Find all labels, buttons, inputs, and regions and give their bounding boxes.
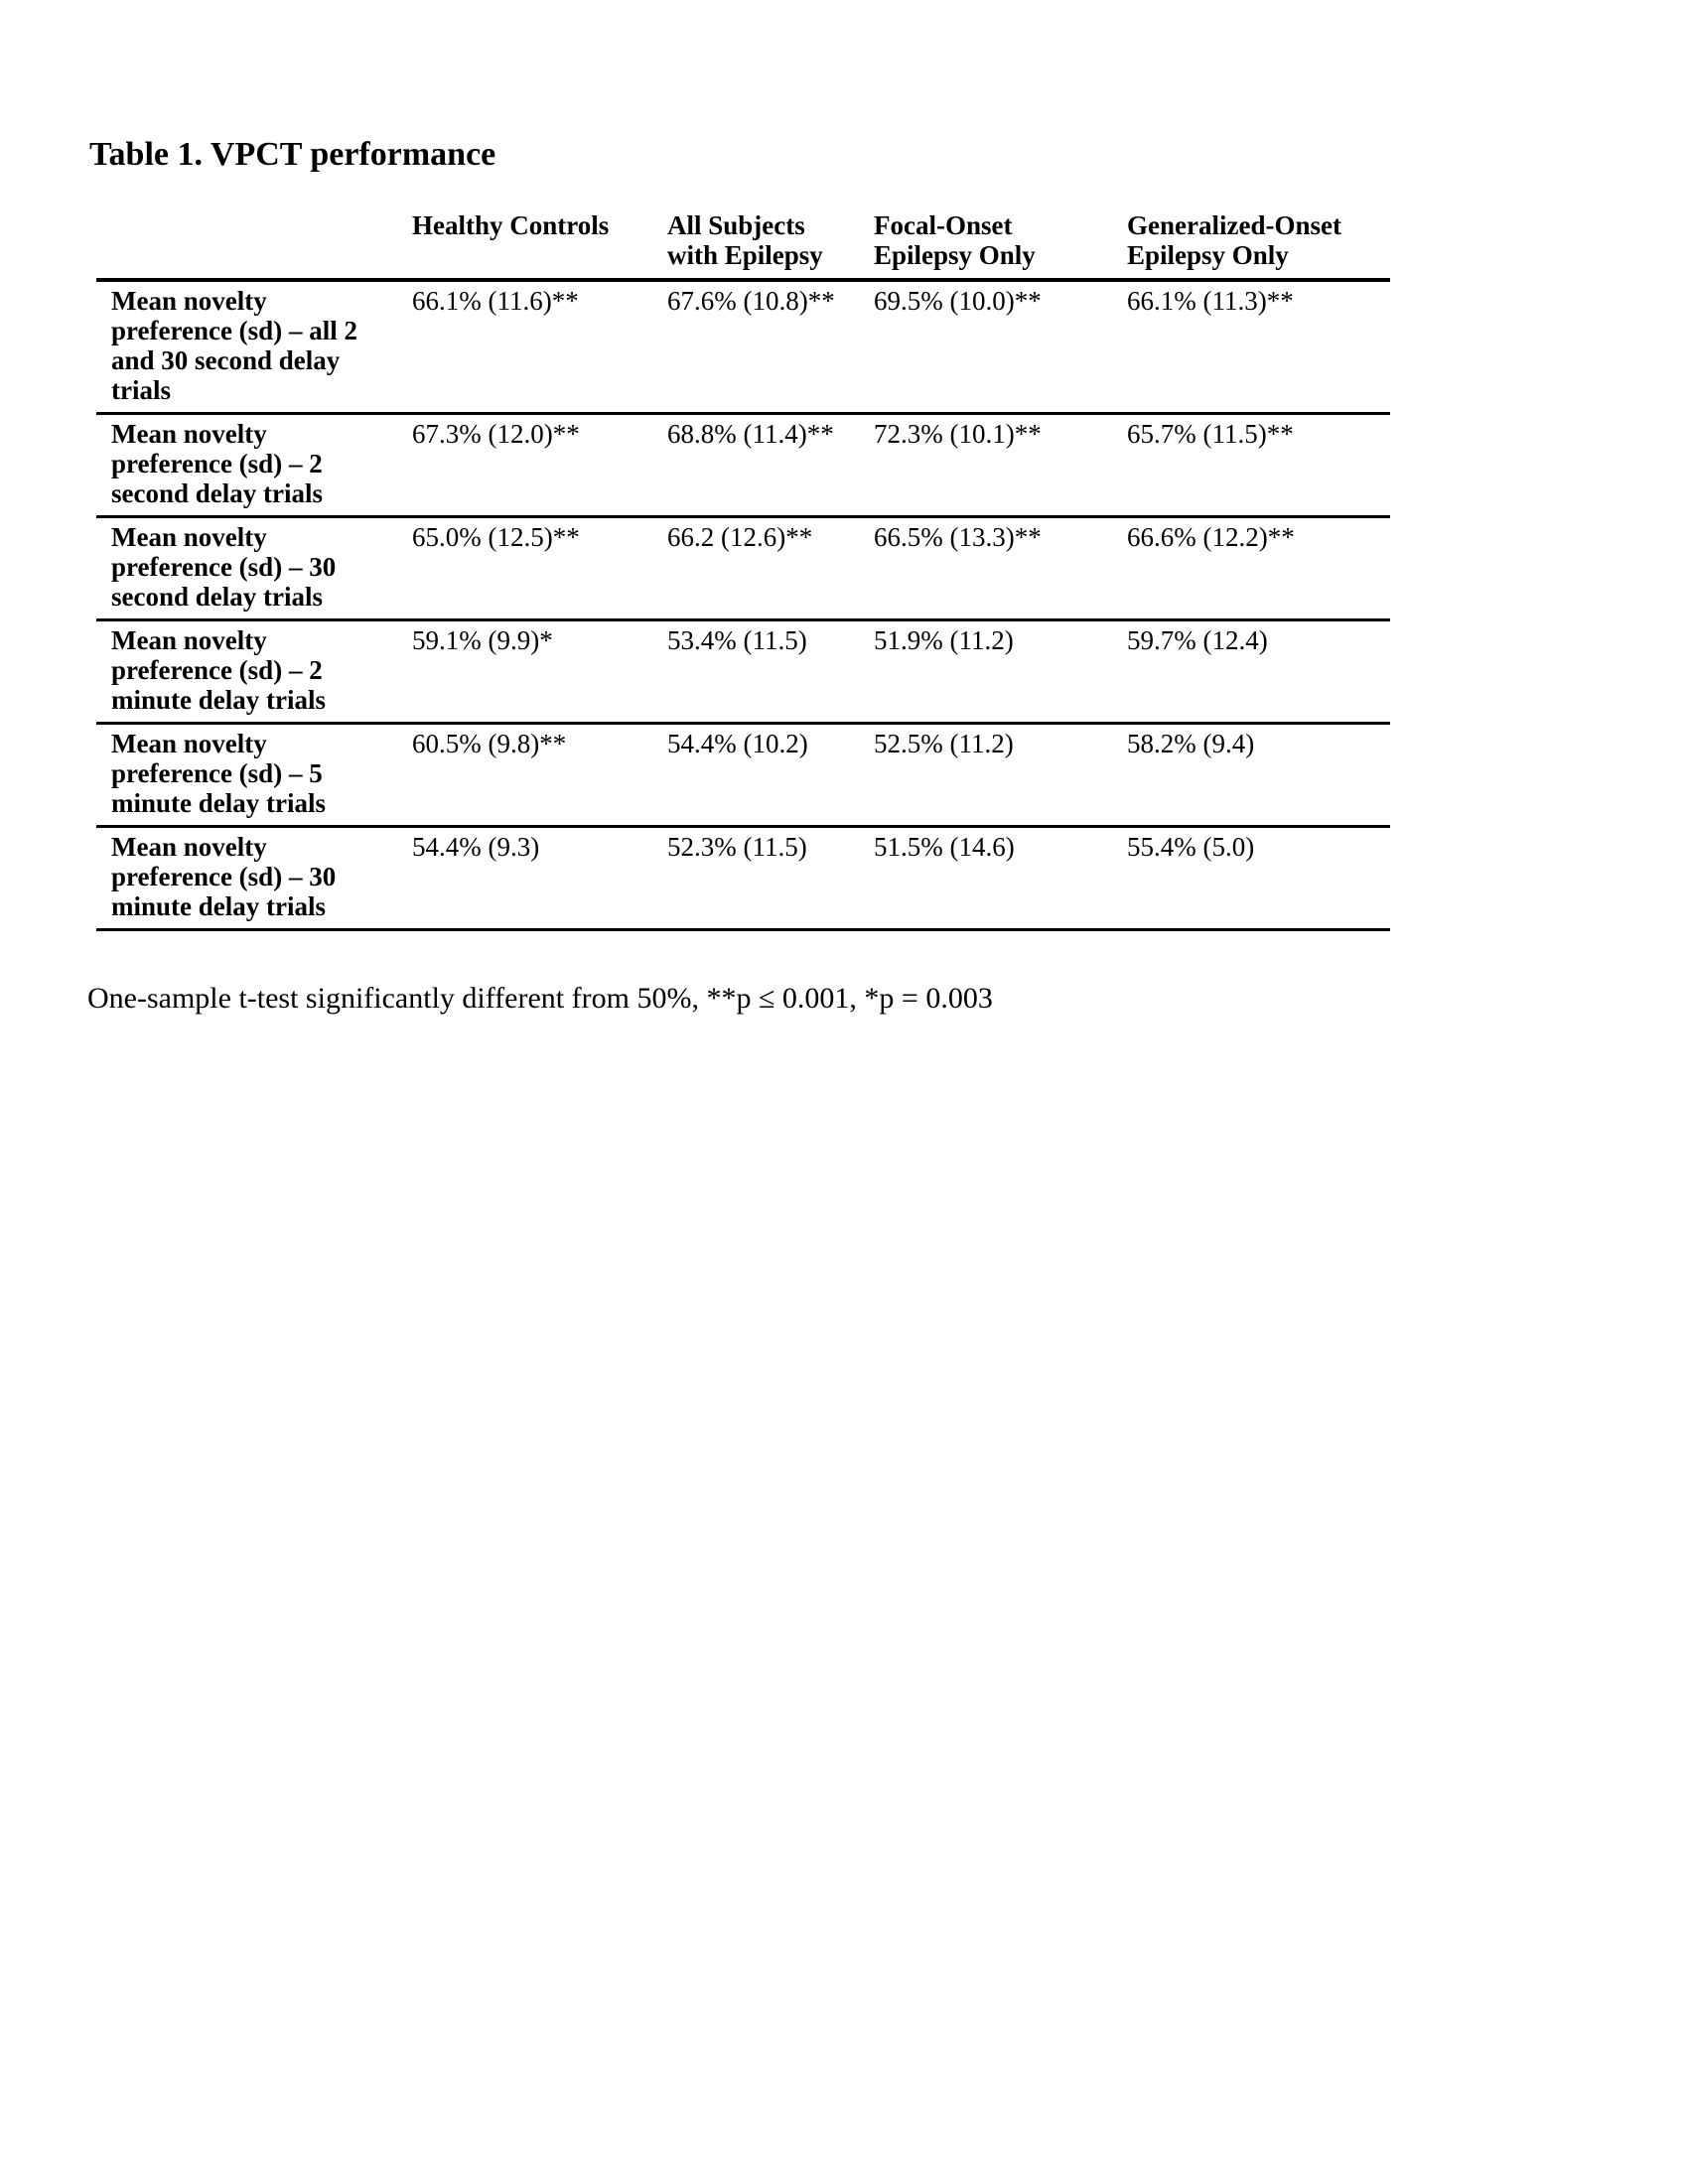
cell-value: 66.1% (11.3)**	[1127, 280, 1390, 414]
header-cell-generalized-onset: Generalized-Onset Epilepsy Only	[1127, 205, 1390, 280]
cell-value: 54.4% (10.2)	[667, 724, 874, 827]
cell-value: 65.7% (11.5)**	[1127, 414, 1390, 517]
cell-value: 55.4% (5.0)	[1127, 827, 1390, 930]
table-row	[96, 827, 1390, 930]
cell-value: 67.3% (12.0)**	[412, 414, 667, 517]
cell-value: 66.5% (13.3)**	[874, 517, 1127, 620]
row-label: Mean novelty preference (sd) – all 2 and 30 second delay trials	[96, 280, 412, 414]
cell-value: 68.8% (11.4)**	[667, 414, 874, 517]
table-row	[96, 517, 1390, 620]
header-cell-row-labels	[96, 205, 412, 280]
header-cell-all-subjects-epilepsy: All Subjects with Epilepsy	[667, 205, 874, 280]
cell-value: 51.5% (14.6)	[874, 827, 1127, 930]
vpct-performance-table	[96, 205, 1390, 931]
cell-value: 66.2 (12.6)**	[667, 517, 874, 620]
header-row	[96, 205, 1390, 280]
cell-value: 58.2% (9.4)	[1127, 724, 1390, 827]
cell-value: 65.0% (12.5)**	[412, 517, 667, 620]
row-label: Mean novelty preference (sd) – 2 minute delay trials	[96, 620, 412, 724]
cell-value: 53.4% (11.5)	[667, 620, 874, 724]
cell-value: 59.1% (9.9)*	[412, 620, 667, 724]
cell-value: 66.1% (11.6)**	[412, 280, 667, 414]
cell-value: 51.9% (11.2)	[874, 620, 1127, 724]
table-row	[96, 620, 1390, 724]
row-label: Mean novelty preference (sd) – 30 minute delay trials	[96, 827, 412, 930]
cell-value: 66.6% (12.2)**	[1127, 517, 1390, 620]
cell-value: 52.5% (11.2)	[874, 724, 1127, 827]
table-title: Table 1. VPCT performance	[89, 136, 496, 173]
header-cell-healthy-controls: Healthy Controls	[412, 205, 667, 280]
cell-value: 67.6% (10.8)**	[667, 280, 874, 414]
row-label: Mean novelty preference (sd) – 5 minute delay trials	[96, 724, 412, 827]
cell-value: 60.5% (9.8)**	[412, 724, 667, 827]
row-label: Mean novelty preference (sd) – 30 second delay trials	[96, 517, 412, 620]
table-row	[96, 414, 1390, 517]
cell-value: 69.5% (10.0)**	[874, 280, 1127, 414]
table-row	[96, 724, 1390, 827]
cell-value: 59.7% (12.4)	[1127, 620, 1390, 724]
row-label: Mean novelty preference (sd) – 2 second delay trials	[96, 414, 412, 517]
table-row	[96, 280, 1390, 414]
cell-value: 72.3% (10.1)**	[874, 414, 1127, 517]
cell-value: 54.4% (9.3)	[412, 827, 667, 930]
cell-value: 52.3% (11.5)	[667, 827, 874, 930]
significance-footnote: One-sample t-test significantly different from 50%, **p ≤ 0.001, *p = 0.003	[87, 982, 993, 1015]
header-cell-focal-onset: Focal-Onset Epilepsy Only	[874, 205, 1127, 280]
